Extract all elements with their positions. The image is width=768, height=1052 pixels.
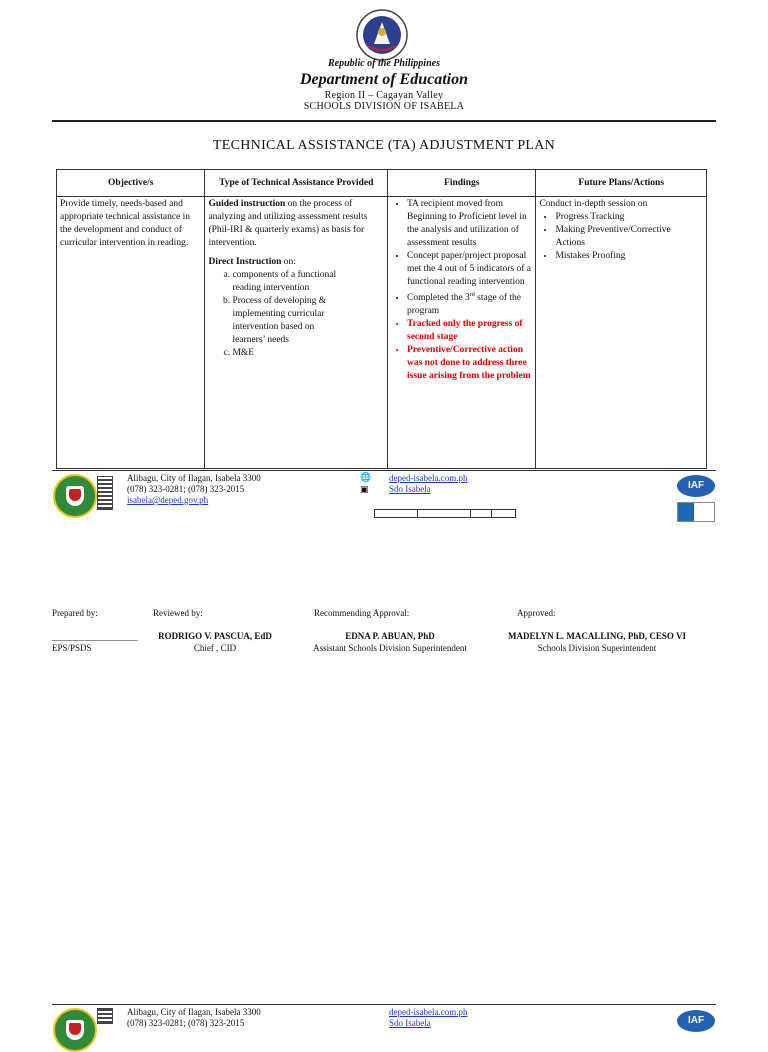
footer-address: Alibagu, City of Ilagan, Isabela 3300 bbox=[127, 473, 261, 483]
qr-code-icon bbox=[97, 476, 113, 510]
footer-fb-link[interactable]: Sdo Isabela bbox=[389, 484, 431, 494]
approved-label: Approved: bbox=[517, 608, 556, 618]
sdo-logo-icon bbox=[53, 474, 97, 518]
republic-line: Republic of the Philippines bbox=[328, 58, 440, 69]
division-line: SCHOOLS DIVISION OF ISABELA bbox=[303, 101, 465, 112]
table-header-row bbox=[57, 170, 707, 197]
prepared-title: EPS/PSDS bbox=[52, 643, 92, 653]
list-item: • TA recipient moved from Beginning to Proficient level in the analysis and utilization of assessment results bbox=[407, 198, 532, 250]
list-item: • Mistakes Proofing bbox=[555, 250, 675, 263]
recommending-label: Recommending Approval: bbox=[314, 608, 410, 618]
list-item: • Preventive/Corrective action was not done to address three issue arising from the problem bbox=[407, 344, 532, 383]
list-item: • Progress Tracking bbox=[555, 211, 675, 224]
header-ta-type: Type of Technical Assistance Provided bbox=[205, 170, 388, 197]
footer-address: Alibagu, City of Ilagan, Isabela 3300 bbox=[127, 1007, 261, 1017]
table-row bbox=[57, 197, 707, 469]
footer-web bbox=[389, 473, 467, 495]
objective-cell: Provide timely, needs-based and appropriate technical assistance in the development and conduct of curricular intervention in reading. bbox=[57, 197, 205, 469]
document-title: TECHNICAL ASSISTANCE (TA) ADJUSTMENT PLAN bbox=[212, 138, 556, 153]
approver-title: Schools Division Superintendent bbox=[537, 643, 657, 653]
direct-instruction: Direct Instruction on: bbox=[208, 257, 296, 267]
iaf-logo-icon: IAF bbox=[677, 1010, 715, 1032]
header-future-plans: Future Plans/Actions bbox=[536, 170, 707, 197]
footer-contact bbox=[127, 473, 261, 506]
footer-fb-link[interactable]: Sdo Isabela bbox=[389, 1018, 431, 1028]
findings-cell bbox=[388, 197, 536, 469]
header-rule bbox=[52, 120, 716, 122]
prepared-signature-line: ___________________ bbox=[52, 632, 138, 642]
guided-instruction: Guided instruction on the process of analyzing and utilizing assessment results (Phil-IRI & quarterly exams) as basis for intervention. bbox=[208, 199, 368, 248]
list-item: a. components of a functional reading intervention bbox=[232, 269, 342, 295]
recommender-title: Assistant Schools Division Superintendent bbox=[313, 643, 467, 653]
facebook-icon: ▣ bbox=[360, 485, 369, 495]
footer-rule-bottom bbox=[52, 1004, 716, 1005]
header-findings: Findings bbox=[388, 170, 536, 197]
ta-plan-table bbox=[56, 169, 707, 469]
globe-icon: 🌐 bbox=[360, 473, 372, 483]
certification-logo-icon bbox=[677, 502, 715, 522]
header-objectives: Objective/s bbox=[57, 170, 205, 197]
reviewer-title: Chief , CID bbox=[193, 643, 237, 653]
department-line: Department of Education bbox=[299, 71, 468, 88]
reviewed-label: Reviewed by: bbox=[153, 608, 203, 618]
recommender-name: EDNA P. ABUAN, PhD bbox=[345, 631, 435, 641]
footer-phone: (078) 323-0281; (078) 323-2015 bbox=[127, 1018, 245, 1028]
footer-website-link[interactable]: deped-isabela.com.ph bbox=[389, 1007, 468, 1017]
footer-contact-bottom bbox=[127, 1007, 261, 1029]
footer-rule bbox=[52, 470, 716, 471]
region-line: Region II – Cagayan Valley bbox=[324, 90, 444, 101]
iaf-logo-icon: IAF bbox=[677, 475, 715, 497]
list-item: • Concept paper/project proposal met the 4 out of 5 indicators of a functional reading intervention bbox=[407, 250, 532, 289]
list-item: • Tracked only the progress of second stage bbox=[407, 318, 532, 344]
sdo-logo-icon bbox=[53, 1008, 97, 1052]
footer-phone: (078) 323-0281; (078) 323-2015 bbox=[127, 484, 245, 494]
footer-website-link[interactable]: deped-isabela.com.ph bbox=[389, 473, 468, 483]
approver-name: MADELYN L. MACALLING, PhD, CESO VI bbox=[507, 631, 687, 641]
reviewer-name: RODRIGO V. PASCUA, EdD bbox=[158, 631, 272, 641]
footer-web-bottom bbox=[389, 1007, 467, 1029]
list-item: • Making Preventive/Corrective Actions bbox=[555, 224, 675, 250]
footer-email-link[interactable]: isabela@deped.gov.ph bbox=[127, 495, 209, 505]
deped-seal-icon bbox=[346, 8, 418, 62]
footer-box-row bbox=[374, 509, 516, 518]
qr-code-icon bbox=[97, 1008, 113, 1024]
future-plans-cell: Conduct in-depth session on • Progress Tracking • Making Preventive/Corrective Actions • Mistakes Proofing bbox=[536, 197, 707, 469]
ta-type-cell bbox=[205, 197, 388, 469]
prepared-label: Prepared by: bbox=[52, 608, 98, 618]
list-item: b. Process of developing & implementing curricular intervention based on learners’ needs bbox=[232, 295, 342, 347]
list-item: • Completed the 3rd stage of the program bbox=[407, 289, 532, 318]
list-item: c. M&E bbox=[232, 347, 342, 360]
